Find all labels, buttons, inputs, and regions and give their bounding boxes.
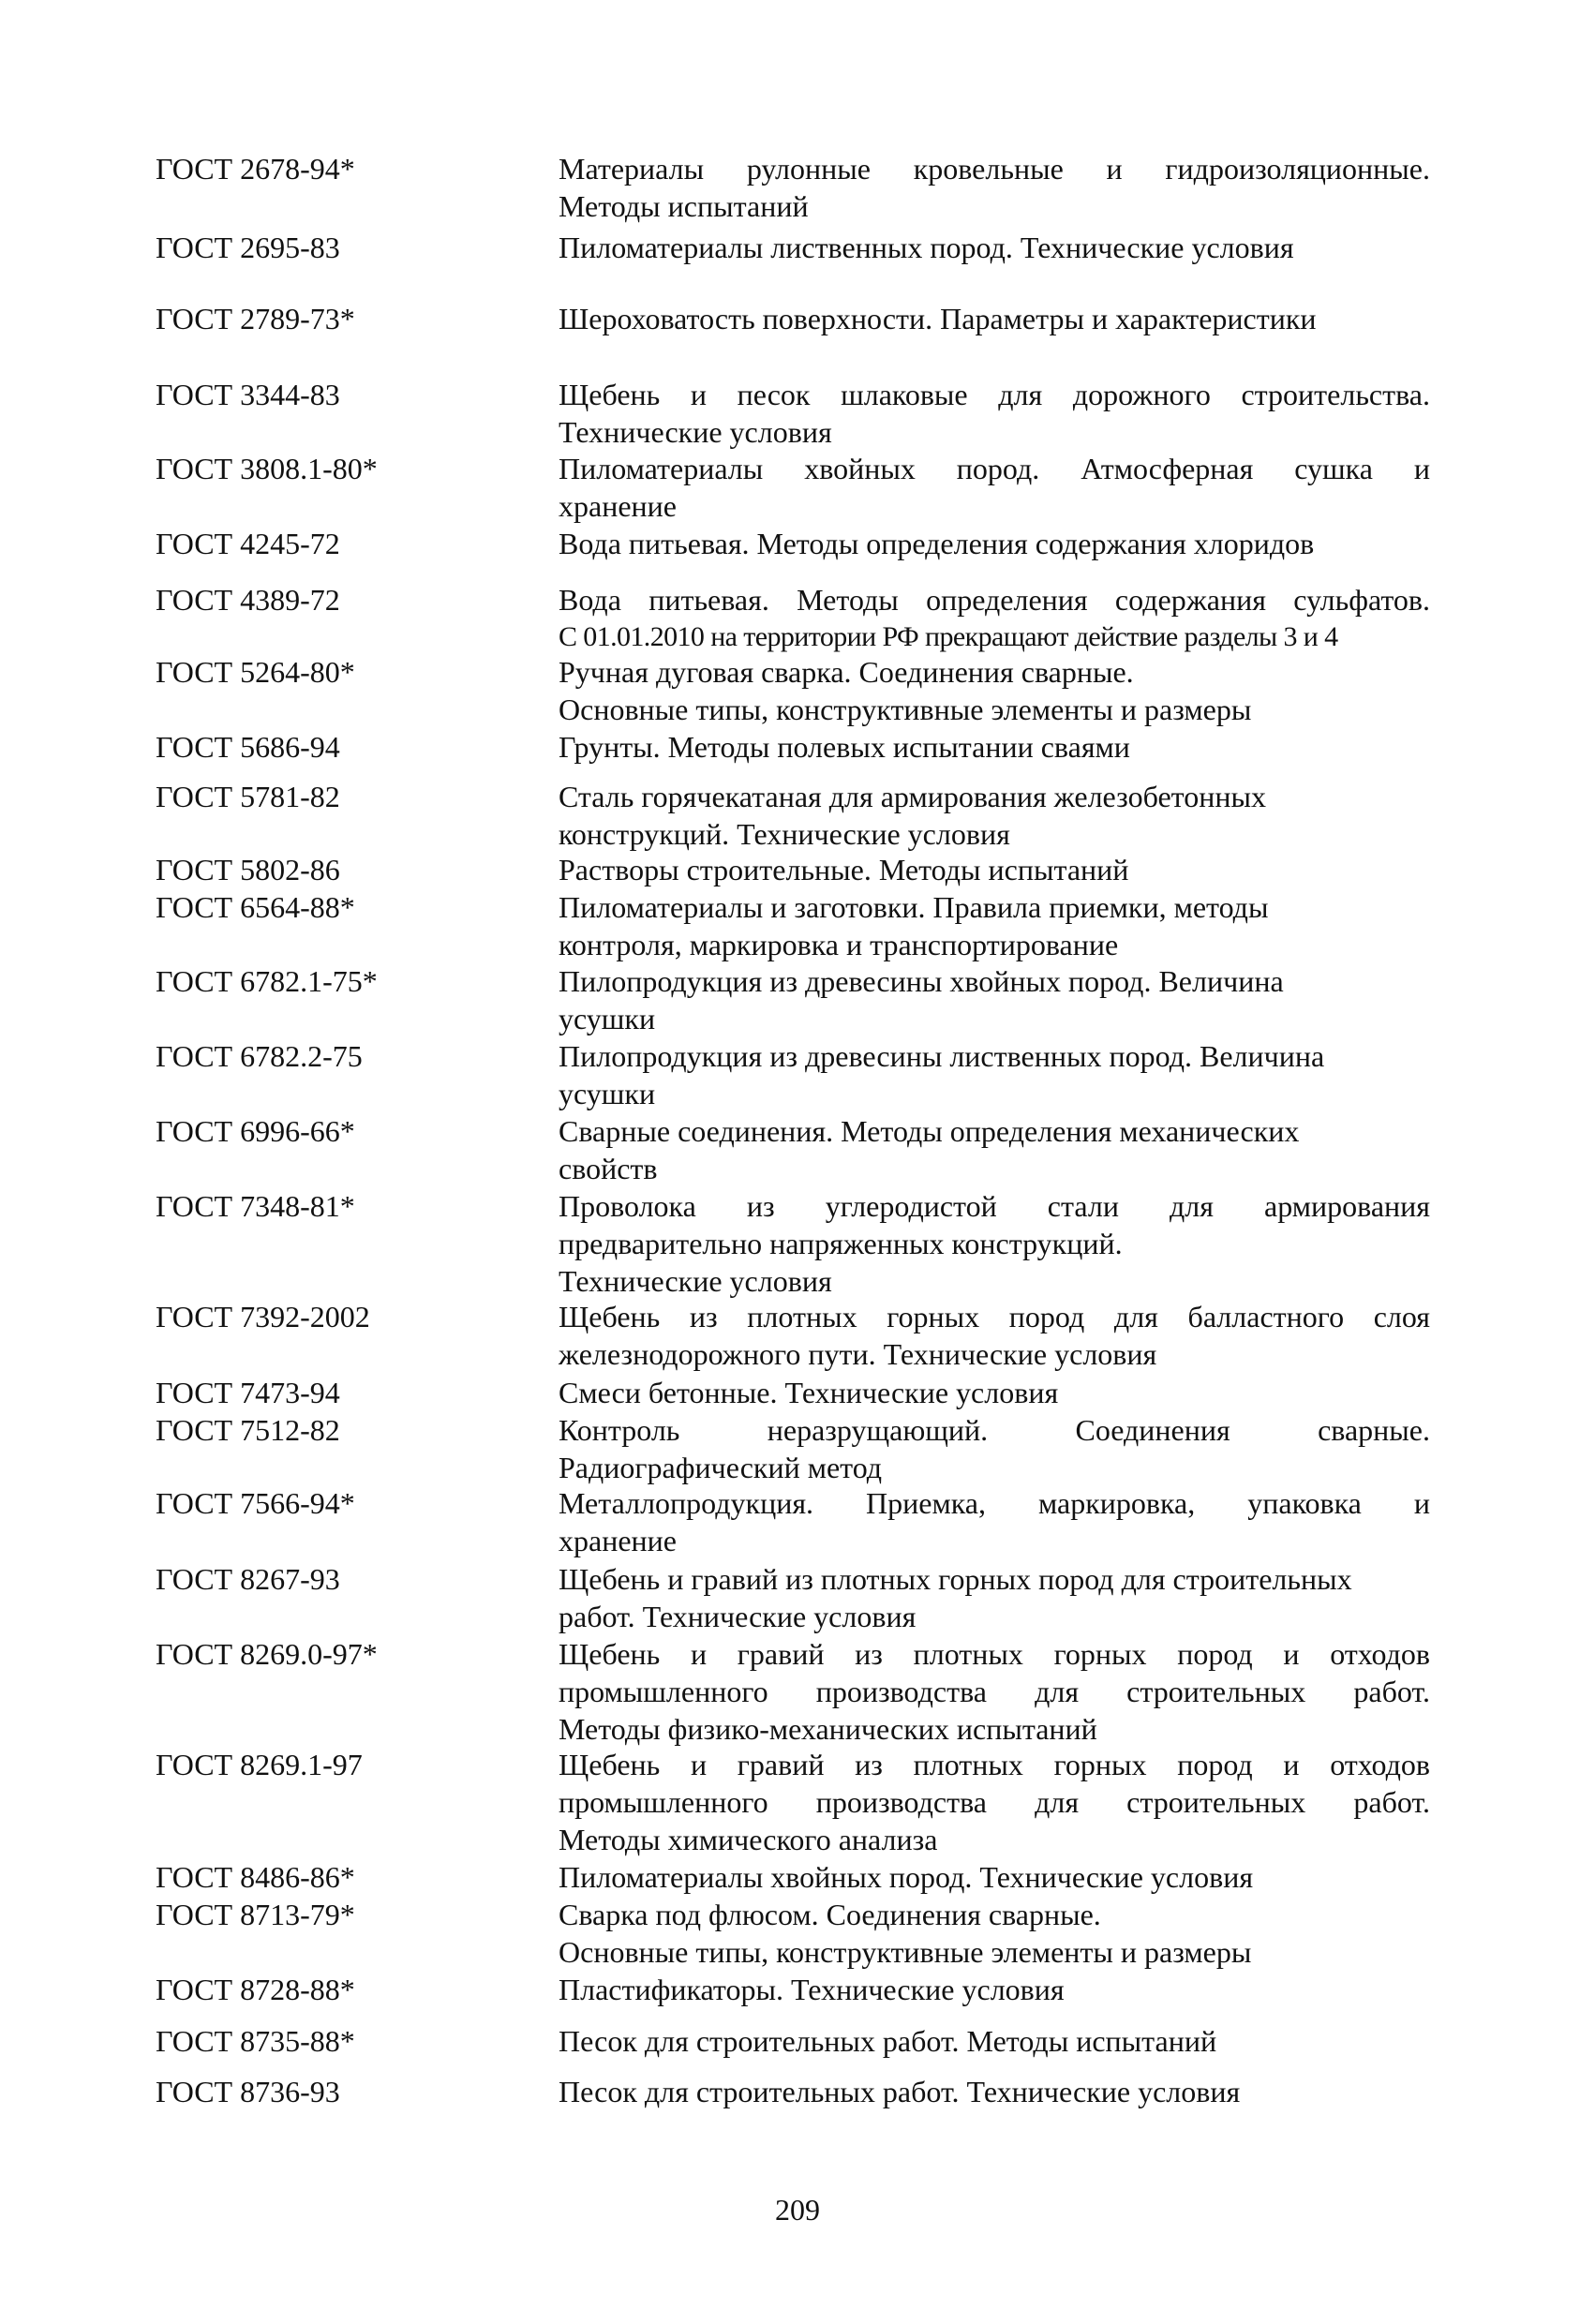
- standard-code: ГОСТ 2695-83: [156, 231, 340, 264]
- standard-code: ГОСТ 7348-81*: [156, 1189, 355, 1223]
- standard-title-line: Технические условия: [559, 415, 832, 449]
- standard-title-line: Песок для строительных работ. Методы испытаний: [559, 2024, 1217, 2058]
- standard-title-line: С 01.01.2010 на территории РФ прекращают действие разделы 3 и 4: [559, 621, 1338, 652]
- standard-title-line: Щебень и гравий из плотных горных пород и отходов: [559, 1748, 1430, 1781]
- standard-title: [559, 1971, 1430, 2008]
- standard-title: [559, 450, 1430, 525]
- standard-title-line: Песок для строительных работ. Технические условия: [559, 2075, 1241, 2108]
- standard-code: ГОСТ 6564-88*: [156, 890, 355, 924]
- standard-title-line: хранение: [559, 1524, 677, 1557]
- standard-code: ГОСТ 2678-94*: [156, 152, 355, 186]
- standard-title-line: Пиломатериалы хвойных пород. Технические условия: [559, 1860, 1254, 1894]
- standard-title: [559, 1374, 1430, 1411]
- standard-title-line: Основные типы, конструктивные элементы и размеры: [559, 693, 1252, 726]
- standard-title-line: Смеси бетонные. Технические условия: [559, 1376, 1059, 1409]
- standard-code: ГОСТ 5802-86: [156, 853, 340, 886]
- standard-title-line: Методы химического анализа: [559, 1823, 938, 1856]
- standard-title-line: Щебень из плотных горных пород для балластного слоя: [559, 1300, 1430, 1333]
- standard-title-line: Основные типы, конструктивные элементы и размеры: [559, 1935, 1252, 1969]
- standard-title: [559, 1298, 1430, 1373]
- standard-code: ГОСТ 8269.0-97*: [156, 1637, 378, 1671]
- standard-title-line: Технические условия: [559, 1264, 832, 1298]
- standard-title: [559, 1560, 1430, 1635]
- standard-title-line: работ. Технические условия: [559, 1600, 917, 1633]
- standard-title-line: Щебень и песок шлаковые для дорожного строительства.: [559, 378, 1430, 411]
- standard-title-line: Ручная дуговая сварка. Соединения сварные.: [559, 655, 1134, 689]
- standard-title-line: усушки: [559, 1077, 656, 1110]
- standard-title: [559, 376, 1430, 451]
- standard-title: [559, 851, 1430, 888]
- standard-title-line: Радиографический метод: [559, 1451, 883, 1484]
- standard-title: [559, 1896, 1430, 1971]
- standard-title-line: промышленного производства для строительных работ.: [559, 1785, 1430, 1819]
- standard-title: [559, 581, 1430, 656]
- standard-title-line: Методы испытаний: [559, 189, 809, 223]
- standard-title-line: Сталь горячекатаная для армирования железобетонных: [559, 780, 1266, 813]
- standard-code: ГОСТ 6782.2-75: [156, 1039, 363, 1073]
- standard-code: ГОСТ 8735-88*: [156, 2024, 355, 2058]
- standard-title-line: предварительно напряженных конструкций.: [559, 1227, 1123, 1260]
- standard-title-line: хранение: [559, 489, 677, 523]
- standard-title: [559, 1112, 1430, 1187]
- standard-code: ГОСТ 4245-72: [156, 527, 340, 560]
- standard-code: ГОСТ 6996-66*: [156, 1114, 355, 1148]
- standard-code: ГОСТ 5686-94: [156, 730, 340, 764]
- standard-title: [559, 1858, 1430, 1896]
- standard-code: ГОСТ 5781-82: [156, 780, 340, 813]
- standard-title-line: промышленного производства для строительных работ.: [559, 1675, 1430, 1708]
- standard-title: [559, 1746, 1430, 1858]
- standard-title: [559, 728, 1430, 766]
- standard-title: [559, 1037, 1430, 1112]
- standard-code: ГОСТ 8486-86*: [156, 1860, 355, 1894]
- standard-code: ГОСТ 3808.1-80*: [156, 452, 378, 485]
- standard-code: ГОСТ 6782.1-75*: [156, 964, 378, 998]
- standard-title-line: Металлопродукция. Приемка, маркировка, упаковка и: [559, 1486, 1430, 1520]
- standard-title-line: Пиломатериалы и заготовки. Правила приемки, методы: [559, 890, 1269, 924]
- standard-code: ГОСТ 7392-2002: [156, 1300, 370, 1333]
- standard-title: [559, 888, 1430, 963]
- standard-title: [559, 2073, 1430, 2110]
- standard-title: [559, 300, 1430, 337]
- standard-code: ГОСТ 5264-80*: [156, 655, 355, 689]
- standard-title-line: Шероховатость поверхности. Параметры и характеристики: [559, 302, 1317, 335]
- standard-code: ГОСТ 7566-94*: [156, 1486, 355, 1520]
- standard-code: ГОСТ 2789-73*: [156, 302, 355, 335]
- standard-code: ГОСТ 8736-93: [156, 2075, 340, 2108]
- standard-title-line: Пилопродукция из древесины хвойных пород. Величина: [559, 964, 1284, 998]
- standard-title: [559, 525, 1430, 562]
- standard-title-line: свойств: [559, 1152, 658, 1185]
- standard-code: ГОСТ 7473-94: [156, 1376, 340, 1409]
- standard-title: [559, 1484, 1430, 1559]
- standard-title: [559, 2022, 1430, 2060]
- standard-code: ГОСТ 4389-72: [156, 583, 340, 617]
- standard-title-line: Материалы рулонные кровельные и гидроизоляционные.: [559, 152, 1430, 186]
- standard-title-line: Щебень и гравий из плотных горных пород и отходов: [559, 1637, 1430, 1671]
- standard-title: [559, 229, 1430, 266]
- standard-title-line: конструкций. Технические условия: [559, 817, 1010, 851]
- page-number: 209: [775, 2193, 820, 2227]
- standard-title: [559, 962, 1430, 1037]
- standard-title: [559, 1635, 1430, 1748]
- standard-title-line: Пластификаторы. Технические условия: [559, 1973, 1065, 2006]
- standard-title: [559, 1411, 1430, 1486]
- standard-code: ГОСТ 8728-88*: [156, 1973, 355, 2006]
- standard-title-line: Вода питьевая. Методы определения содержания сульфатов.: [559, 583, 1430, 617]
- standard-code: ГОСТ 3344-83: [156, 378, 340, 411]
- standard-title-line: Пилопродукция из древесины лиственных пород. Величина: [559, 1039, 1325, 1073]
- standard-title-line: Растворы строительные. Методы испытаний: [559, 853, 1129, 886]
- standard-code: ГОСТ 8269.1-97: [156, 1748, 363, 1781]
- standard-title-line: Сварные соединения. Методы определения механических: [559, 1114, 1300, 1148]
- standard-code: ГОСТ 8713-79*: [156, 1898, 355, 1931]
- standard-title-line: усушки: [559, 1002, 656, 1035]
- standard-title-line: железнодорожного пути. Технические условия: [559, 1337, 1157, 1371]
- standard-title-line: Проволока из углеродистой стали для армирования: [559, 1189, 1430, 1223]
- standard-title: [559, 778, 1430, 853]
- standard-title-line: Сварка под флюсом. Соединения сварные.: [559, 1898, 1101, 1931]
- standard-code: ГОСТ 7512-82: [156, 1413, 340, 1447]
- standard-title-line: Щебень и гравий из плотных горных пород для строительных: [559, 1562, 1352, 1596]
- standard-title: [559, 1187, 1430, 1300]
- standard-title-line: Методы физико-механических испытаний: [559, 1712, 1097, 1746]
- standard-code: ГОСТ 8267-93: [156, 1562, 340, 1596]
- standard-title: [559, 150, 1430, 225]
- standard-title-line: Пиломатериалы хвойных пород. Атмосферная сушка и: [559, 452, 1430, 485]
- standard-title-line: контроля, маркировка и транспортирование: [559, 928, 1119, 961]
- standard-title-line: Контроль неразрущающий. Соединения сварные.: [559, 1413, 1430, 1447]
- standard-title: [559, 653, 1430, 728]
- standard-title-line: Пиломатериалы лиственных пород. Технические условия: [559, 231, 1294, 264]
- standard-title-line: Вода питьевая. Методы определения содержания хлоридов: [559, 527, 1315, 560]
- standard-title-line: Грунты. Методы полевых испытании сваями: [559, 730, 1130, 764]
